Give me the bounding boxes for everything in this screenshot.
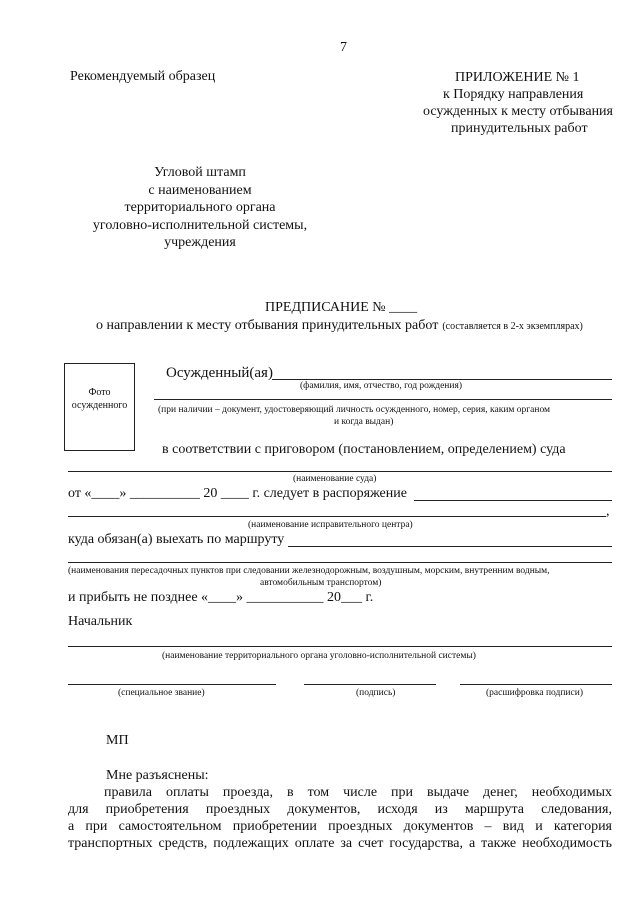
paragraph-line-1: правила оплаты проезда, в том числе при выдаче денег, необходимых	[104, 785, 612, 800]
document-hint-1: (при наличии – документ, удостоверяющий личность осужденного, номер, серия, каким органом	[158, 405, 551, 415]
disposal-line[interactable]	[414, 500, 612, 501]
photo-placeholder	[64, 363, 135, 451]
rank-line[interactable]	[68, 684, 276, 685]
document-hint-2: и когда выдан)	[334, 417, 394, 427]
stamp-line-5: учреждения	[164, 235, 236, 250]
convicted-hint: (фамилия, имя, отчество, год рождения)	[300, 381, 463, 391]
corner-stamp-block	[80, 164, 320, 252]
paragraph-line-4: транспортных средств, подлежащих оплате за счет государства, а также необходимость	[68, 836, 612, 851]
explained-label: Мне разъяснены:	[106, 768, 209, 783]
transfer-hint-1: (наименования пересадочных пунктов при следовании железнодорожным, воздушным, морским, внутренним водным,	[68, 566, 550, 576]
route-label: куда обязан(а) выехать по маршруту	[68, 532, 285, 547]
document-subtitle-row	[96, 316, 583, 334]
signature-hint: (подпись)	[356, 688, 396, 698]
organ-line[interactable]	[68, 646, 612, 647]
convicted-label: Осужденный(ая)	[166, 365, 273, 381]
rank-hint: (специальное звание)	[118, 688, 205, 698]
chief-label: Начальник	[68, 614, 133, 629]
arrive-text: и прибыть не позднее «____» ___________ 20___ г.	[68, 590, 374, 605]
document-subtitle: о направлении к месту отбывания принудительных работ	[96, 318, 439, 333]
verdict-text: в соответствии с приговором (постановлением, определением) суда	[162, 442, 566, 457]
copies-note: (составляется в 2-х экземплярах)	[442, 321, 583, 332]
document-title: ПРЕДПИСАНИЕ № ____	[265, 300, 418, 315]
route-line[interactable]	[288, 546, 612, 547]
appendix-line-3: осужденных к месту отбывания	[423, 104, 613, 119]
transfer-line[interactable]	[68, 562, 612, 563]
decoding-line[interactable]	[460, 684, 612, 685]
transfer-hint-2: автомобильным транспортом)	[260, 578, 382, 588]
decoding-hint: (расшифровка подписи)	[486, 688, 583, 698]
signature-line[interactable]	[304, 684, 436, 685]
appendix-line-2: к Порядку направления	[443, 87, 584, 102]
stamp-line-4: уголовно-исполнительной системы,	[92, 217, 308, 233]
paragraph-line-2: для приобретения проездных документов, исходя из маршрута следования,	[68, 802, 612, 817]
appendix-title: ПРИЛОЖЕНИЕ № 1	[455, 70, 580, 85]
comma: ,	[606, 504, 610, 519]
document-line[interactable]	[154, 399, 612, 400]
correctional-center-line[interactable]	[68, 516, 606, 517]
convicted-name-line[interactable]	[272, 379, 612, 380]
stamp-place-mp: МП	[106, 733, 129, 748]
stamp-line-1: Угловой штамп	[154, 165, 246, 180]
center-hint: (наименование исправительного центра)	[248, 520, 413, 530]
stamp-line-3: территориального органа	[124, 200, 276, 215]
paragraph-line-3: а при самостоятельном приобретении проездных документов – вид и категория	[68, 819, 612, 834]
page-number: 7	[340, 40, 347, 55]
recommended-sample-label: Рекомендуемый образец	[70, 69, 216, 84]
organ-hint: (наименование территориального органа уголовно-исполнительной системы)	[162, 651, 476, 661]
court-line[interactable]	[68, 471, 612, 472]
stamp-line-2: с наименованием	[148, 182, 252, 198]
appendix-line-4: принудительных работ	[451, 121, 588, 136]
photo-label: Фото осужденного	[71, 387, 128, 411]
court-hint: (наименование суда)	[293, 474, 377, 484]
date-disposal-text: от «____» __________ 20 ____ г. следует в распоряжение	[68, 486, 407, 501]
